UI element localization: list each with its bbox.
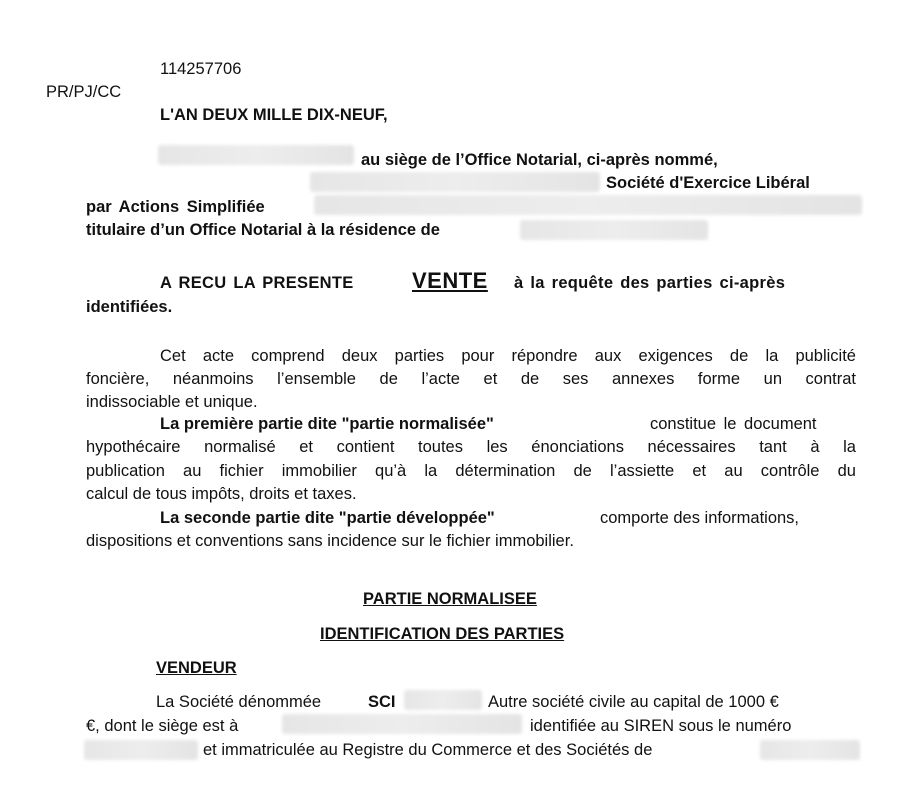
intro-line-2: Société d'Exercice Libéral (606, 174, 810, 192)
para1-line1: Cet acte comprend deux parties pour répondre aux exigences de la publicité (160, 347, 856, 365)
para2-line2: hypothécaire normalisé et contient toutes les énonciations nécessaires tant à la (86, 438, 856, 456)
vente-heading-before: A RECU LA PRESENTE (160, 274, 354, 292)
intro-line-3: par Actions Simplifiée (86, 198, 265, 216)
para1-line3: indissociable et unique. (86, 393, 258, 411)
para3-line1-rest: comporte des informations, (600, 509, 800, 527)
vendeur-line1-b: Autre société civile au capital de 1000 € (488, 693, 779, 711)
intro-line-1: au siège de l’Office Notarial, ci-après nommé, (361, 151, 718, 169)
vendeur-line2-a: €, dont le siège est à (86, 717, 239, 735)
section-vendeur: VENDEUR (156, 659, 237, 677)
redacted-block (282, 714, 522, 734)
vente-heading-after: à la requête des parties ci-après (514, 274, 786, 292)
year-line: L'AN DEUX MILLE DIX-NEUF, (160, 106, 388, 124)
vente-word: VENTE (412, 268, 488, 293)
para2-line3: publication au fichier immobilier qu’à la détermination de l’assiette et au contrôle du (86, 462, 856, 480)
vente-heading-line2: identifiées. (86, 298, 173, 316)
vendeur-line1-a: La Société dénommée (156, 693, 322, 711)
para3-line2: dispositions et conventions sans incidence sur le fichier immobilier. (86, 532, 574, 550)
vendeur-sci: SCI (368, 693, 396, 711)
vendeur-line2-b: identifiée au SIREN sous le numéro (530, 717, 792, 735)
para1-line2: foncière, néanmoins l’ensemble de l’acte et de ses annexes forme un contrat (86, 370, 856, 388)
redacted-block (84, 740, 198, 760)
para2-line4: calcul de tous impôts, droits et taxes. (86, 485, 357, 503)
section-identification: IDENTIFICATION DES PARTIES (320, 625, 565, 643)
initials: PR/PJ/CC (46, 83, 122, 101)
redacted-block (760, 740, 860, 760)
para3-bold: La seconde partie dite "partie développée" (160, 509, 495, 527)
redacted-block (520, 220, 708, 240)
section-partie-normalisee: PARTIE NORMALISEE (363, 590, 537, 608)
reference-number: 114257706 (160, 60, 242, 78)
redacted-block (310, 172, 600, 192)
redacted-block (158, 145, 354, 165)
intro-line-4: titulaire d’un Office Notarial à la résidence de (86, 221, 440, 239)
redacted-block (404, 690, 482, 710)
para2-line1-rest: constitue le document (650, 415, 817, 433)
vendeur-line3: et immatriculée au Registre du Commerce et des Sociétés de (203, 741, 653, 759)
redacted-block (314, 195, 862, 215)
para2-bold: La première partie dite "partie normalisée" (160, 415, 494, 433)
